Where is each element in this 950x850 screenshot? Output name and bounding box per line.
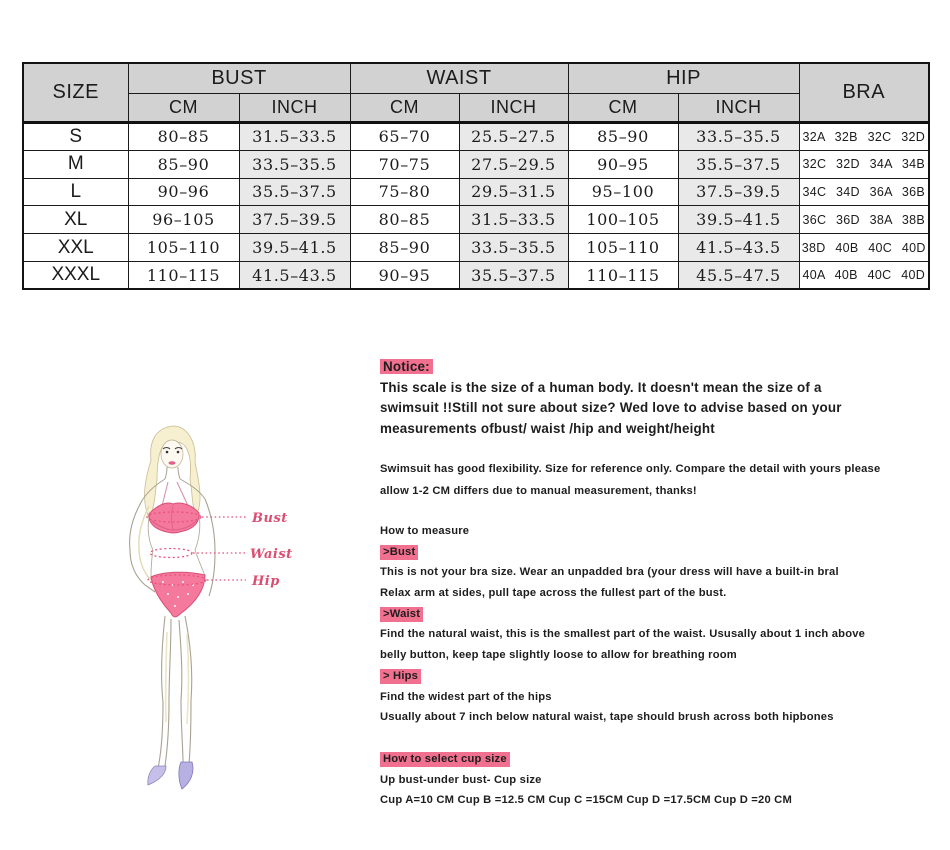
- waist-cm-value: 90–95: [350, 261, 459, 289]
- hip-label: Hip: [252, 574, 280, 589]
- hip-cm-value: 110–115: [568, 261, 678, 289]
- left-shoe: [148, 766, 166, 785]
- hip-cm-value: 85–90: [568, 123, 678, 151]
- table-row: [23, 234, 929, 262]
- size-value: XXL: [23, 234, 128, 262]
- waist-inch-value: 31.5–33.5: [459, 206, 568, 234]
- waist-inch-value: 33.5–35.5: [459, 234, 568, 262]
- hip-cm-value: 100–105: [568, 206, 678, 234]
- how-to-measure-title: How to measure: [380, 525, 470, 537]
- header-size: SIZE: [23, 63, 128, 123]
- size-value: M: [23, 150, 128, 178]
- bra-value: 40A 40B 40C 40D: [799, 261, 929, 289]
- hip-inch-value: 41.5–43.5: [678, 234, 799, 262]
- waist-cm-value: 80–85: [350, 206, 459, 234]
- header-bra: BRA: [799, 63, 929, 123]
- bra-value: 34C 34D 36A 36B: [799, 178, 929, 206]
- bikini-top: [149, 503, 199, 533]
- waist-instruction-line: Find the natural waist, this is the smallest part of the waist. Ususally about 1 inch above: [380, 628, 866, 641]
- cup-size-line: Cup A=10 CM Cup B =12.5 CM Cup C =15CM Cup D =17.5CM Cup D =20 CM: [380, 794, 792, 807]
- hip-cm-value: 90–95: [568, 150, 678, 178]
- notice-line: swimsuit !!Still not sure about size? Wed love to advise based on your: [380, 400, 842, 416]
- waist-inch-value: 29.5–31.5: [459, 178, 568, 206]
- waist-cm-value: 70–75: [350, 150, 459, 178]
- bust-cm-value: 90–96: [128, 178, 239, 206]
- waist-heading: >Waist: [380, 607, 423, 622]
- bust-instruction-line: This is not your bra size. Wear an unpadded bra (your dress will have a built-in bral: [380, 566, 839, 579]
- header-hip-cm: CM: [568, 94, 678, 123]
- right-arm: [205, 499, 215, 596]
- header-bust-inch: INCH: [239, 94, 350, 123]
- cup-size-section: [380, 749, 792, 811]
- table-row: [23, 261, 929, 289]
- measurement-figure: [105, 422, 310, 797]
- header-hip: HIP: [568, 63, 799, 94]
- flexibility-line: allow 1-2 CM differs due to manual measurement, thanks!: [380, 484, 697, 497]
- header-hip-inch: INCH: [678, 94, 799, 123]
- size-value: S: [23, 123, 128, 151]
- hip-inch-value: 35.5–37.5: [678, 150, 799, 178]
- hip-inch-value: 37.5–39.5: [678, 178, 799, 206]
- hips-heading: > Hips: [380, 669, 421, 684]
- size-chart-table: [22, 62, 930, 290]
- table-row: [23, 150, 929, 178]
- hip-cm-value: 105–110: [568, 234, 678, 262]
- notice-heading: Notice:: [380, 359, 433, 374]
- flexibility-line: Swimsuit has good flexibility. Size for reference only. Compare the detail with yours please: [380, 463, 881, 475]
- waist-inch-value: 27.5–29.5: [459, 150, 568, 178]
- bust-instruction-line: Relax arm at sides, pull tape across the fullest part of the bust.: [380, 587, 727, 600]
- bikini-bottom: [151, 572, 205, 617]
- bust-cm-value: 105–110: [128, 234, 239, 262]
- right-shoe: [179, 762, 193, 789]
- how-to-measure-section: [380, 521, 865, 728]
- bust-label: Bust: [252, 511, 288, 526]
- notice-line: This scale is the size of a human body. It doesn't mean the size of a: [380, 379, 822, 395]
- bust-cm-value: 110–115: [128, 261, 239, 289]
- table-row: [23, 123, 929, 151]
- hip-cm-value: 95–100: [568, 178, 678, 206]
- waist-instruction-line: belly button, keep tape slightly loose to allow for breathing room: [380, 649, 737, 662]
- bra-value: 32A 32B 32C 32D: [799, 123, 929, 151]
- header-bust: BUST: [128, 63, 350, 94]
- notice-section: [380, 357, 842, 440]
- woman-sketch-illustration: [105, 422, 310, 797]
- notice-line: measurements ofbust/ waist /hip and weight/height: [380, 421, 715, 437]
- flexibility-section: [380, 459, 880, 502]
- bust-heading: >Bust: [380, 545, 418, 560]
- bust-inch-value: 37.5–39.5: [239, 206, 350, 234]
- bust-inch-value: 33.5–35.5: [239, 150, 350, 178]
- waist-cm-value: 65–70: [350, 123, 459, 151]
- bust-inch-value: 35.5–37.5: [239, 178, 350, 206]
- header-waist: WAIST: [350, 63, 568, 94]
- waist-cm-value: 85–90: [350, 234, 459, 262]
- bra-value: 36C 36D 38A 38B: [799, 206, 929, 234]
- waist-measure-line: [150, 549, 192, 558]
- table-row: [23, 178, 929, 206]
- hip-inch-value: 33.5–35.5: [678, 123, 799, 151]
- hip-inch-value: 39.5–41.5: [678, 206, 799, 234]
- cup-size-heading: How to select cup size: [380, 752, 510, 767]
- bust-cm-value: 85–90: [128, 150, 239, 178]
- size-value: L: [23, 178, 128, 206]
- lips: [169, 461, 176, 464]
- waist-label: Waist: [250, 547, 293, 562]
- hips-instruction-line: Usually about 7 inch below natural waist, tape should brush across both hipbones: [380, 711, 834, 724]
- header-bust-cm: CM: [128, 94, 239, 123]
- size-value: XXXL: [23, 261, 128, 289]
- bust-inch-value: 31.5–33.5: [239, 123, 350, 151]
- bra-value: 38D 40B 40C 40D: [799, 234, 929, 262]
- waist-inch-value: 25.5–27.5: [459, 123, 568, 151]
- bra-value: 32C 32D 34A 34B: [799, 150, 929, 178]
- legs: [158, 616, 171, 768]
- header-waist-cm: CM: [350, 94, 459, 123]
- hip-inch-value: 45.5–47.5: [678, 261, 799, 289]
- cup-size-line: Up bust-under bust- Cup size: [380, 773, 542, 786]
- bust-inch-value: 39.5–41.5: [239, 234, 350, 262]
- bust-cm-value: 96–105: [128, 206, 239, 234]
- table-row: [23, 206, 929, 234]
- header-waist-inch: INCH: [459, 94, 568, 123]
- waist-inch-value: 35.5–37.5: [459, 261, 568, 289]
- size-value: XL: [23, 206, 128, 234]
- bust-inch-value: 41.5–43.5: [239, 261, 350, 289]
- bust-cm-value: 80–85: [128, 123, 239, 151]
- hips-instruction-line: Find the widest part of the hips: [380, 690, 552, 703]
- waist-cm-value: 75–80: [350, 178, 459, 206]
